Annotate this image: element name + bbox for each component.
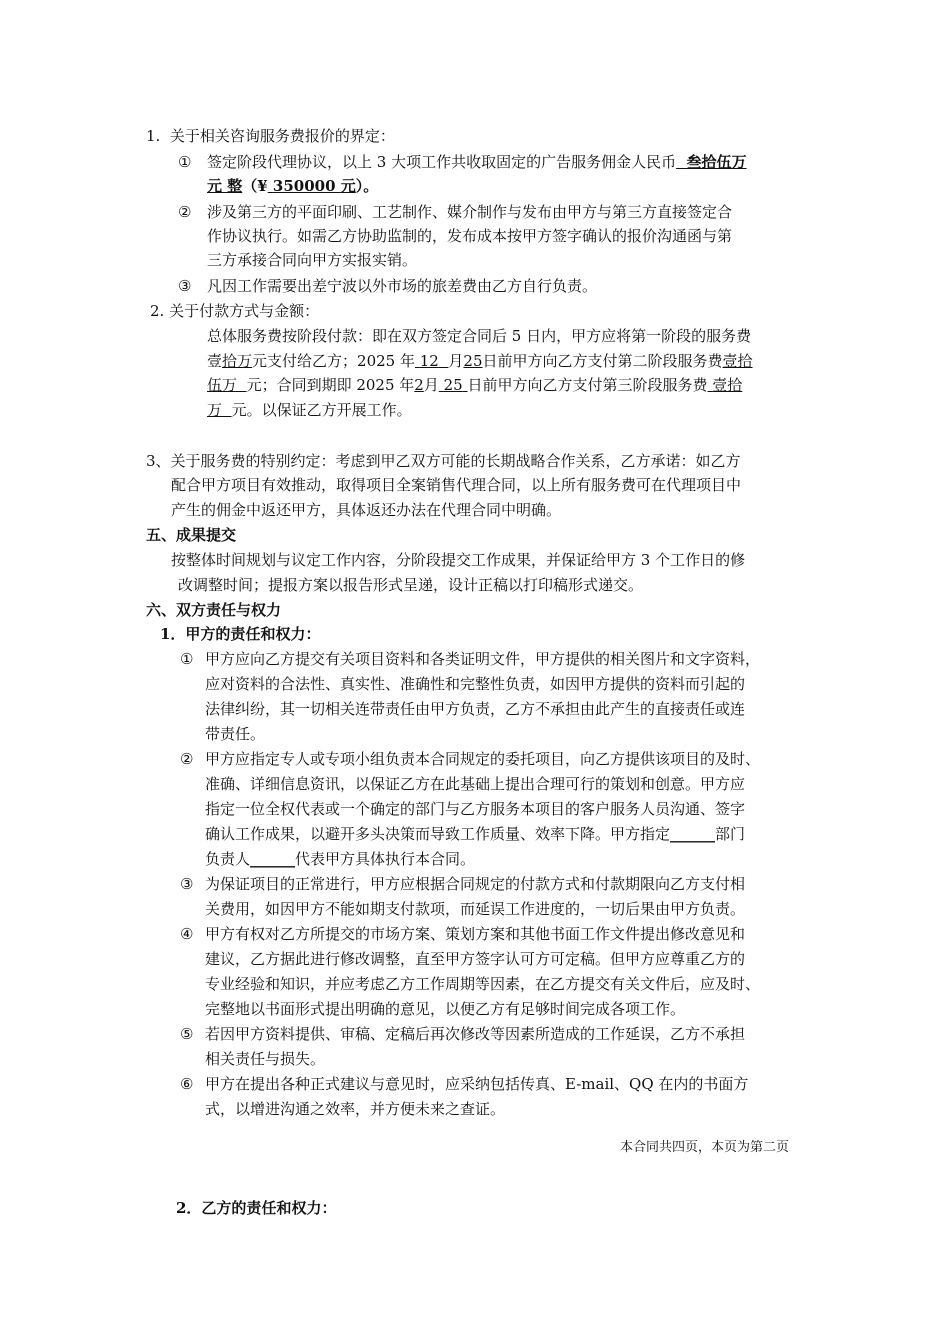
fee-amount-chinese-cont: 元 整 — [207, 177, 243, 195]
c2-line3: 指定一位全权代表或一个确定的部门与乙方服务本项目的客户服务人员沟通、签字 — [205, 800, 746, 818]
c5-marker: ⑤ — [180, 1025, 194, 1043]
third-stage-amount: 壹拾 — [712, 376, 743, 394]
second-stage-day: 25 — [463, 352, 483, 370]
c3-line2: 关费用，如因甲方不能如期支付款项，而延误工作进度的，一切后果由甲方负责。 — [205, 900, 746, 918]
c4-line2: 建议，乙方据此进行修改调整，直至甲方签字认可方可定稿。但甲方应尊重乙方的 — [205, 950, 746, 968]
c4-marker: ④ — [180, 925, 194, 943]
c6-marker: ⑥ — [180, 1075, 194, 1093]
item1-sub1-line2 — [207, 176, 378, 196]
responsible-person-blank[interactable]: ______ — [250, 850, 296, 868]
item2-line2: 壹拾万元支付给乙方；2025 年 12 月25日前甲方向乙方支付第二阶段服务费壹拾 — [207, 352, 753, 370]
party-a-heading: 1．甲方的责任和权力： — [160, 625, 321, 643]
c1-line4: 带责任。 — [205, 725, 266, 743]
item1-sub1-marker: ① — [178, 153, 192, 171]
c4-line4: 完整地以书面形式提出明确的意见，以便乙方有足够时间完成各项工作。 — [205, 1000, 686, 1018]
c6-line1: 甲方在提出各种正式建议与意见时，应采纳包括传真、E-mail、QQ 在内的书面方 — [205, 1075, 749, 1093]
item1-sub2-line3: 三方承接合同向甲方实报实销。 — [207, 251, 418, 269]
item1-title-line — [146, 126, 395, 146]
item2-title-line — [150, 301, 319, 321]
third-stage-amount-cont: 万 — [207, 401, 223, 419]
c4-line3: 专业经验和知识，并应考虑乙方工作周期等因素，在乙方提交有关文件后，应及时、 — [205, 975, 761, 993]
item1-sub2-line1: 涉及第三方的平面印刷、工艺制作、媒介制作与发布由甲方与第三方直接签定合 — [207, 203, 733, 221]
fee-paren-close: ）。 — [355, 177, 379, 195]
party-b-heading: 2．乙方的责任和权力： — [176, 1199, 337, 1217]
third-stage-day: 25 — [443, 376, 463, 394]
c3-line1: 为保证项目的正常进行，甲方应根据合同规定的付款方式和付款期限向乙方支付相 — [205, 875, 746, 893]
first-stage-amount: 拾万 — [222, 352, 253, 370]
department-blank[interactable]: ______ — [670, 825, 716, 843]
item1-sub1-line1 — [207, 152, 747, 172]
item1-sub2-line2: 作协议执行。如需乙方协助监制的，发布成本按甲方签字确认的报价沟通函与第 — [207, 227, 733, 245]
section5-line2: 改调整时间；提报方案以报告形式呈递，设计正稿以打印稿形式递交。 — [178, 576, 644, 594]
item3-line2: 配合甲方项目有效推动，取得项目全案销售代理合同，以上所有服务费可在代理项目中 — [171, 476, 742, 494]
item1-title: 关于相关咨询服务费报价的界定： — [169, 127, 395, 145]
section5-line1: 按整体时间规划与议定工作内容，分阶段提交工作成果，并保证给甲方 3 个工作日的修 — [171, 551, 746, 569]
item1-sub2-marker: ② — [178, 203, 192, 221]
c2-marker: ② — [180, 750, 194, 768]
item2-number: 2. — [150, 302, 165, 320]
c2-line5: 负责人______代表甲方具体执行本合同。 — [205, 850, 476, 868]
second-stage-month: 12 — [419, 352, 439, 370]
c1-line3: 法律纠纷，其一切相关连带责任由甲方负责，乙方不承担由此产生的直接责任或连 — [205, 700, 746, 718]
item3-line3: 产生的佣金中返还甲方，具体返还办法在代理合同中明确。 — [171, 501, 562, 519]
c1-line1: 甲方应向乙方提交有关项目资料和各类证明文件，甲方提供的相关图片和文字资料， — [205, 650, 761, 668]
third-stage-month: 2 — [414, 376, 424, 394]
item2-line1: 总体服务费按阶段付款：即在双方签定合同后 5 日内，甲方应将第一阶段的服务费 — [207, 327, 752, 345]
item2-title: 关于付款方式与金额： — [169, 302, 320, 320]
second-stage-amount: 壹拾 — [722, 352, 753, 370]
c1-line2: 应对资料的合法性、真实性、准确性和完整性负责，如因甲方提供的资料而引起的 — [205, 675, 746, 693]
item1-sub1-text: 签定阶段代理协议，以上 3 大项工作共收取固定的广告服务佣金人民币 — [207, 153, 677, 171]
item2-line3: 伍万 元；合同到期即 2025 年2月 25 日前甲方向乙方支付第三阶段服务费 壹拾 — [207, 376, 743, 394]
c1-marker: ① — [180, 650, 194, 668]
c2-line1: 甲方应指定专人或专项小组负责本合同规定的委托项目，向乙方提供该项目的及时、 — [205, 750, 761, 768]
page-footer: 本合同共四页，本页为第二页 — [620, 1140, 790, 1155]
item2-line4: 万 元。以保证乙方开展工作。 — [207, 401, 412, 419]
c3-marker: ③ — [180, 875, 194, 893]
c2-line2: 准确、详细信息资讯，以保证乙方在此基础上提出合理可行的策划和创意。甲方应 — [205, 775, 746, 793]
item1-sub3-line1: 凡因工作需要出差宁波以外市场的旅差费由乙方自行负责。 — [207, 277, 598, 295]
section5-heading: 五、成果提交 — [146, 526, 237, 544]
c5-line2: 相关责任与损失。 — [205, 1050, 326, 1068]
c2-line4: 确认工作成果，以避开多头决策而导致工作质量、效率下降。甲方指定______部门 — [205, 825, 746, 843]
fee-amount-chinese: 叁拾伍万 — [686, 153, 747, 171]
item3-line1: 3、关于服务费的特别约定：考虑到甲乙双方可能的长期战略合作关系，乙方承诺：如乙方 — [146, 452, 741, 470]
item1-sub3-marker: ③ — [178, 277, 192, 295]
second-stage-amount-cont: 伍万 — [207, 376, 238, 394]
section6-heading: 六、双方责任与权力 — [146, 601, 282, 619]
fee-amount-number: 350000 元 — [272, 177, 356, 195]
c6-line2: 式，以增进沟通之效率，并方便未来之查证。 — [205, 1100, 506, 1118]
c4-line1: 甲方有权对乙方所提交的市场方案、策划方案和其他书面工作文件提出修改意见和 — [205, 925, 746, 943]
fee-paren: （¥ — [242, 177, 268, 195]
item1-number: 1. — [146, 127, 161, 145]
c5-line1: 若因甲方资料提供、审稿、定稿后再次修改等因素所造成的工作延误，乙方不承担 — [205, 1025, 746, 1043]
